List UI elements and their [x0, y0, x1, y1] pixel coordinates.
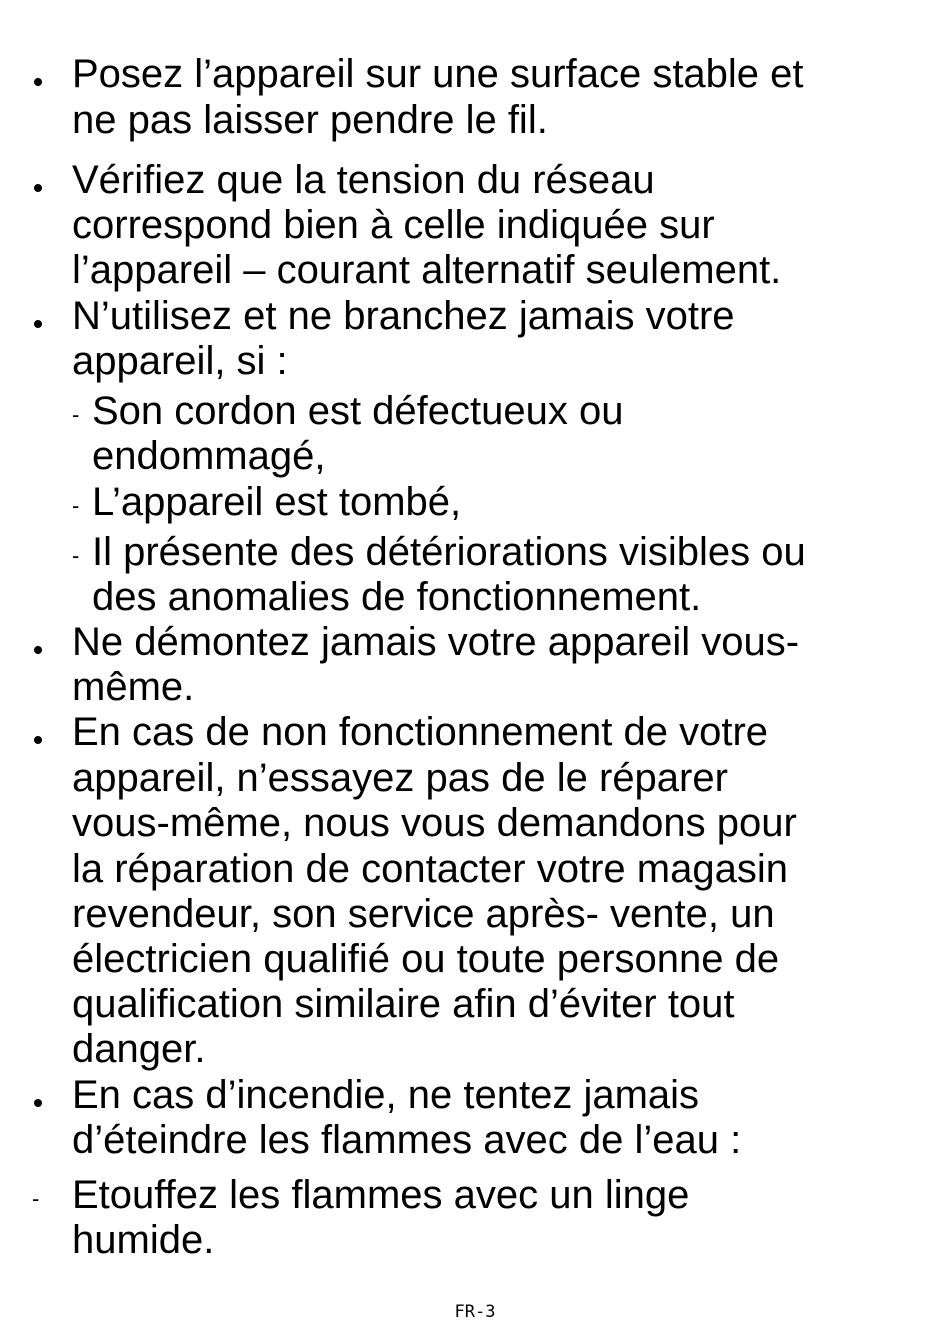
- text-line: Il présente des détériorations visibles ou: [92, 530, 806, 574]
- text-line: des anomalies de fonctionnement.: [92, 575, 702, 619]
- text-line: électricien qualifié ou toute personne de: [72, 937, 780, 981]
- bullet-marker: [34, 1099, 42, 1107]
- bullet-marker: [34, 78, 42, 86]
- page-number: FR-3: [454, 1302, 496, 1322]
- text-line: Posez l’appareil sur une surface stable et: [72, 52, 804, 96]
- text-line: En cas d’incendie, ne tentez jamais: [72, 1073, 700, 1117]
- text-line: vous-même, nous vous demandons pour: [72, 801, 797, 845]
- text-line: Son cordon est défectueux ou: [92, 389, 624, 433]
- text-line: danger.: [72, 1027, 206, 1071]
- text-line: la réparation de contacter votre magasin: [72, 847, 788, 891]
- bullet-marker: [34, 184, 42, 192]
- dash-marker: -: [72, 543, 80, 568]
- text-line: revendeur, son service après- vente, un: [72, 892, 775, 936]
- text-line: Ne démontez jamais votre appareil vous-: [72, 620, 800, 664]
- text-line: ne pas laisser pendre le fil.: [72, 98, 548, 142]
- bullet-marker: [34, 646, 42, 654]
- text-line: qualification similaire afin d’éviter tout: [72, 982, 735, 1026]
- dash-marker: -: [72, 493, 80, 518]
- text-line: Vérifiez que la tension du réseau: [72, 158, 655, 202]
- text-line: d’éteindre les flammes avec de l’eau :: [72, 1118, 742, 1162]
- text-line: l’appareil – courant alternatif seulement.: [72, 248, 782, 292]
- text-line: humide.: [72, 1218, 215, 1262]
- text-line: L’appareil est tombé,: [92, 480, 462, 524]
- text-line: correspond bien à celle indiquée sur: [72, 203, 715, 247]
- dash-marker: -: [72, 402, 80, 427]
- text-line: N’utilisez et ne branchez jamais votre: [72, 294, 735, 338]
- text-line: endommagé,: [92, 434, 326, 478]
- dash-marker: -: [32, 1186, 40, 1211]
- text-line: appareil, n’essayez pas de le réparer: [72, 756, 728, 800]
- text-line: même.: [72, 665, 195, 709]
- text-line: appareil, si :: [72, 339, 288, 383]
- bullet-marker: [34, 320, 42, 328]
- text-line: En cas de non fonctionnement de votre: [72, 710, 769, 754]
- text-line: Etouffez les flammes avec un linge: [72, 1173, 690, 1217]
- bullet-marker: [34, 736, 42, 744]
